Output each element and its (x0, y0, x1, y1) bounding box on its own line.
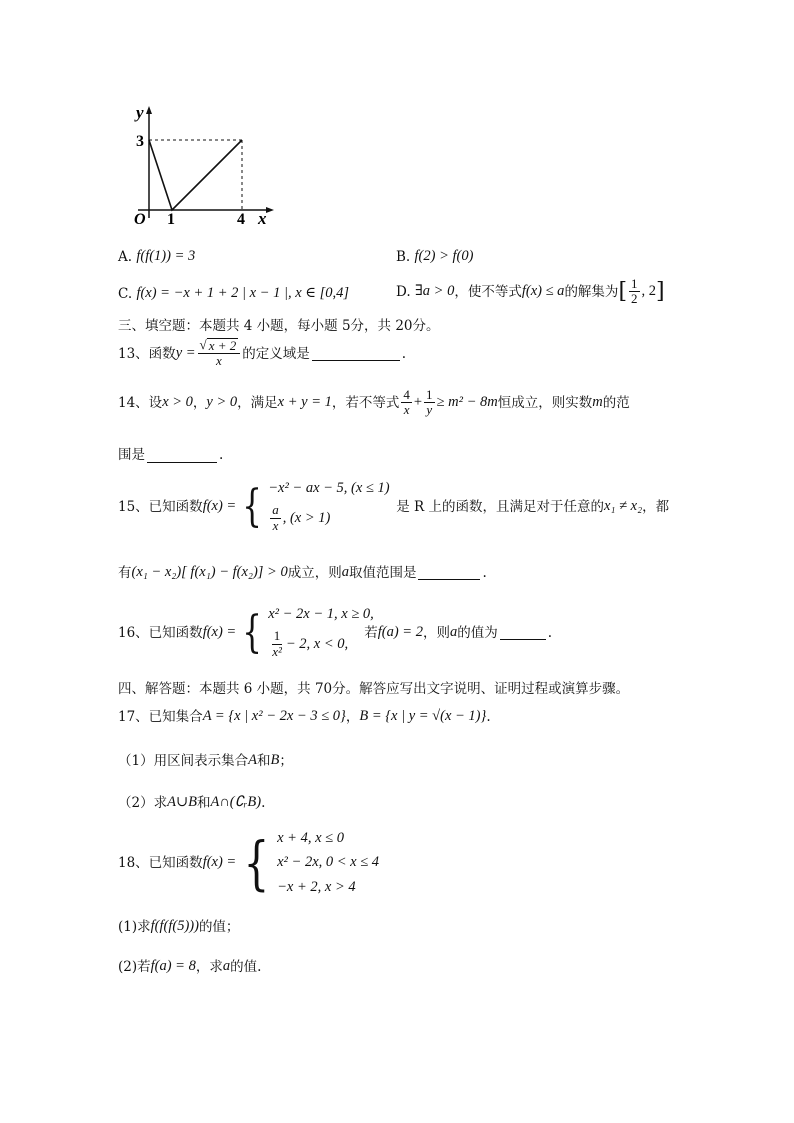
q13-sqrt-content: x + 2 (208, 338, 237, 353)
option-d-text2: 的解集为 (564, 284, 619, 301)
question-15-cont: 有 (x₁ − x₂)[ f(x₁) − f(x₂)] > 0 成立，则 a 取值范围是 . (118, 564, 487, 581)
option-b-label: B. (396, 248, 411, 265)
q14-c2: y > 0 (206, 394, 238, 411)
option-d: D. ∃a > 0 ，使不等式 f(x) ≤ a 的解集为 [ $\frac{1}{2}$ , 2 ] (396, 276, 665, 307)
x-axis-arrow (266, 207, 274, 213)
q14-fraction-1: $\frac{4}{x}$ (403, 387, 410, 418)
q16-cond: f(a) = 2 (377, 624, 423, 641)
option-b (396, 248, 473, 265)
question-18: 18、已知函数 f(x) = { x + 4, x ≤ 0 x² − 2x, 0 < x ≤ 4 −x + 2, x > 4 (118, 829, 380, 898)
q14-answer-blank[interactable] (147, 448, 217, 463)
q14-c3: x + y = 1 (277, 394, 332, 411)
y-axis-label: y (136, 103, 144, 122)
q18-p1-expr: f(f(f(5))) (150, 918, 199, 934)
q18-part-1: (1) 求 f(f(f(5))) 的值； (118, 918, 240, 935)
q14-number: 14、设 (118, 395, 163, 412)
question-14: 14、设 x > 0 ， y > 0 ，满足 x + y = 1 ，若不等式 $\frac{4}{x}$ + $\frac{1}{y}$ ≥ m² − 8m 恒成立，则实数 m 的范 (118, 387, 630, 418)
question-13: 13、函数 y = √ x + 2 x 的定义域是 . (118, 337, 407, 369)
option-d-label: D. (396, 284, 411, 301)
option-d-ineq: f(x) ≤ a (521, 283, 565, 300)
function-curve (149, 140, 242, 210)
q18-cases (277, 830, 379, 896)
option-d-fraction: $\frac{1}{2}$ (631, 276, 638, 307)
q18-part-2: (2) 若 f(a) = 8 ，求 a 的值. (118, 958, 262, 975)
q16-cases: x² − 2x − 1, x ≥ 0, $\frac{1}{\text{x²}}$ − 2, x < 0, (268, 606, 374, 659)
tick-label-1: 1 (167, 211, 175, 228)
q17-part-2: （2） 求 A∪B 和 A∩(∁ᵣB) . (118, 794, 266, 811)
q15-cond: x₁ ≠ x₂ (603, 498, 643, 515)
option-d-cond: ∃a > 0 (414, 283, 455, 300)
q16-lhs: f(x) = (202, 624, 237, 641)
q18-number: 18、已知函数 (118, 854, 203, 871)
q15-lhs: f(x) = (202, 498, 237, 515)
q18-case-2: x² − 2x, 0 < x ≤ 4 (277, 854, 380, 871)
q15-number: 15、已知函数 (118, 498, 203, 515)
q15-answer-blank[interactable] (418, 565, 480, 580)
q16-answer-blank[interactable] (500, 625, 546, 640)
origin-label: O (134, 211, 146, 228)
q16-number: 16、已知函数 (118, 624, 203, 641)
tick-label-4: 4 (237, 211, 245, 228)
q13-text: 的定义域是 (242, 345, 310, 362)
q17-set-a: A = {x | x² − 2x − 3 ≤ 0} (202, 708, 346, 724)
function-graph (128, 100, 288, 230)
option-c (118, 285, 349, 302)
q15-cases: −x² − ax − 5, (x ≤ 1) $\frac{a}{x}$ , (x > 1) (268, 480, 396, 534)
question-16: 16、已知函数 f(x) = { x² − 2x − 1, x ≥ 0, $\frac{1}{\text{x²}}$ − 2, x < 0, 若 f(a) = 2 ，则 a 的值为 . (118, 606, 552, 659)
section-4-heading: 四、解答题：本题共 6 小题，共 70分。解答应写出文字说明、证明过程或演算步骤。 (118, 681, 630, 697)
tick-label-3: 3 (136, 133, 144, 150)
q13-number: 13、函数 (118, 345, 176, 362)
q15-case-2-fraction: $\frac{a}{x}$ (272, 502, 279, 533)
option-a (118, 248, 195, 265)
q13-answer-blank[interactable] (312, 346, 400, 361)
q15-case-1: −x² − ax − 5, (x ≤ 1) (268, 480, 390, 496)
option-c-expr: f(x) = −x + 1 + 2 | x − 1 |, x ∈ [0,4] (136, 285, 350, 301)
option-a-expr: f(f(1)) = 3 (136, 248, 196, 264)
option-c-label: C. (118, 285, 133, 302)
q13-lhs: y = (175, 344, 196, 361)
q13-denominator: x (216, 353, 222, 369)
q17-number: 17、已知集合 (118, 708, 203, 725)
option-d-tail: , 2 (641, 283, 657, 300)
q18-case-3: −x + 2, x > 4 (277, 878, 356, 895)
q14-rhs: ≥ m² − 8m (436, 394, 498, 411)
option-b-expr: f(2) > f(0) (414, 248, 474, 264)
q14-fraction-2: $\frac{1}{y}$ (426, 387, 433, 418)
q14-c1: x > 0 (162, 394, 193, 411)
q16-case-2-fraction: $\frac{1}{\text{x²}}$ (272, 628, 282, 659)
question-15: 15、已知函数 f(x) = { −x² − ax − 5, (x ≤ 1) $\frac{a}{x}$ , (x > 1) 是 R 上的函数，且满足对于任意的 x₁ ≠ x₂ ，都 (118, 480, 670, 533)
q16-case-1: x² − 2x − 1, x ≥ 0, (268, 606, 374, 622)
q17-set-b: B = {x | y = √(x − 1)} (359, 708, 487, 724)
q18-case-1: x + 4, x ≤ 0 (277, 830, 344, 846)
q15-ineq: (x₁ − x₂)[ f(x₁) − f(x₂)] > 0 (131, 564, 288, 580)
option-a-label: A. (118, 248, 133, 265)
q18-p2-expr: f(a) = 8 (150, 958, 196, 974)
q13-fraction: √ x + 2 x (198, 338, 241, 369)
q18-lhs: f(x) = (202, 854, 237, 871)
x-axis-label: x (258, 209, 267, 228)
q17-part-1: （1） 用区间表示集合 A 和 B ； (118, 752, 293, 769)
question-14-cont: 围是 . (118, 447, 224, 463)
option-d-text1: ，使不等式 (454, 284, 522, 301)
question-17: 17、已知集合 A = {x | x² − 2x − 3 ≤ 0} ， B = {x | y = √(x − 1)} . (118, 708, 491, 725)
section-3-heading: 三、填空题：本题共 4 小题，每小题 5分，共 20分。 (118, 318, 440, 334)
y-axis-arrow (146, 106, 152, 114)
